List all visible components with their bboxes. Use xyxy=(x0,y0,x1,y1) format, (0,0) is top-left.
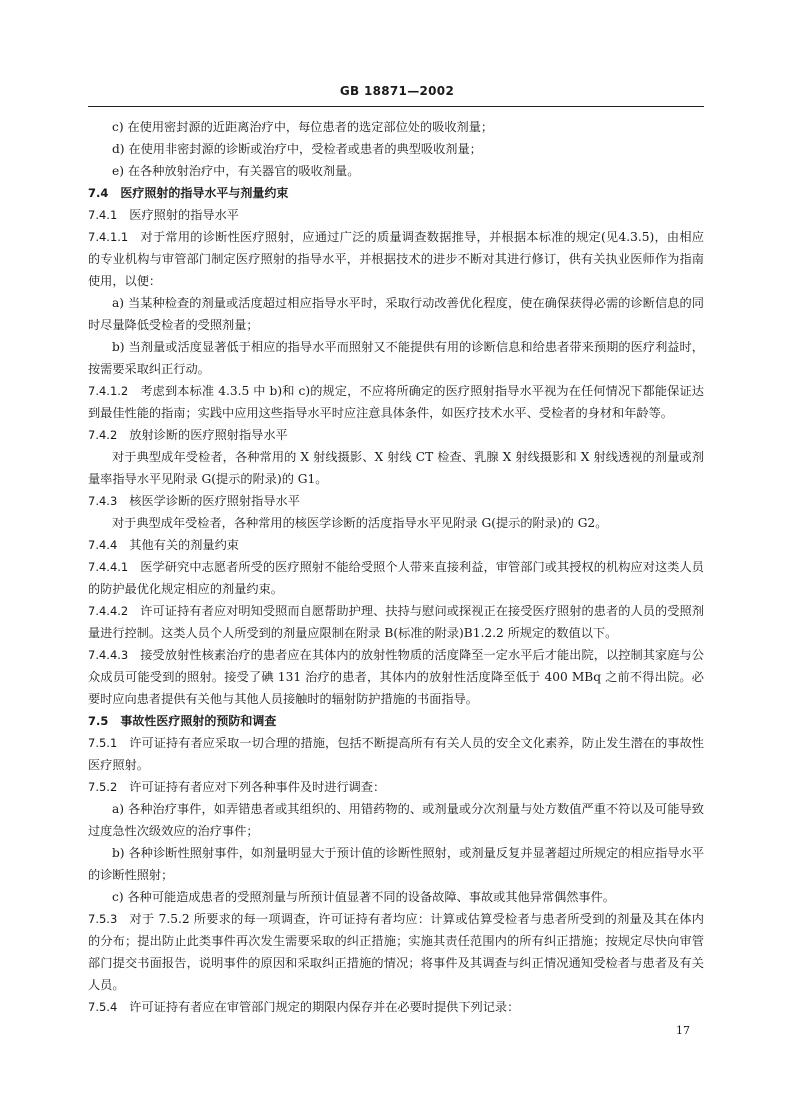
clause-paragraph xyxy=(88,908,704,996)
clause-text: 对于典型成年受检者，各种常用的核医学诊断的活度指导水平见附录 G(提示的附录)的 G2。 xyxy=(112,516,608,530)
clause-text: c) 在使用密封源的近距离治疗中，每位患者的选定部位处的吸收剂量； xyxy=(112,120,494,134)
clause-text: 许可证持有者应对明知受照而自愿帮助护理、扶持与慰问或探视正在接受医疗照射的患者的人员的受照剂量进行控制。这类人员个人所受到的剂量应限制在附录 B(标准的附录)B1.2.2 所规定的数值以下。 xyxy=(88,604,704,640)
body-paragraph xyxy=(88,336,704,380)
clause-number: 7.4.1.2 xyxy=(88,384,129,398)
clause-paragraph xyxy=(88,600,704,644)
body-paragraph xyxy=(88,798,704,842)
clause-text: 接受放射性核素治疗的患者应在其体内的放射性物质的活度降至一定水平后才能出院，以控制其家庭与公众成员可能受到的照射。接受了碘 131 治疗的患者，其体内的放射性活度降至低于 400 MBq 之前不得出院。必要时应向患者提供有关他与其他人员接触时的辐射防护措施的书面指导。 xyxy=(88,648,704,706)
clause-text: e) 在各种放射治疗中，有关器官的吸收剂量。 xyxy=(112,164,360,178)
clause-text: c) 各种可能造成患者的受照剂量与所预计值显著不同的设备故障、事故或其他异常偶然事件。 xyxy=(112,890,615,904)
clause-text: 医疗照射的指导水平 xyxy=(129,208,239,222)
clause-text: d) 在使用非密封源的诊断或治疗中，受检者或患者的典型吸收剂量； xyxy=(112,142,482,156)
clause-paragraph xyxy=(88,996,704,1018)
clause-text: 事故性医疗照射的预防和调查 xyxy=(120,714,277,728)
document-body xyxy=(88,116,704,1018)
clause-number: 7.4.4.1 xyxy=(88,560,129,574)
clause-paragraph xyxy=(88,732,704,776)
clause-number: 7.4 xyxy=(88,186,109,200)
clause-text: b) 各种诊断性照射事件，如剂量明显大于预计值的诊断性照射，或剂量反复并显著超过所规定的相应指导水平的诊断性照射； xyxy=(88,846,704,882)
subsection-heading xyxy=(88,534,704,556)
clause-number: 7.4.2 xyxy=(88,428,118,442)
clause-text: 许可证持有者应采取一切合理的措施，包括不断提高所有有关人员的安全文化素养，防止发生潜在的事故性医疗照射。 xyxy=(88,736,704,772)
body-paragraph xyxy=(88,160,704,182)
clause-text: 许可证持有者应对下列各种事件及时进行调查： xyxy=(129,780,386,794)
subsection-heading xyxy=(88,490,704,512)
clause-number: 7.4.4.3 xyxy=(88,648,129,662)
page-number: 17 xyxy=(676,1024,690,1037)
clause-text: 医学研究中志愿者所受的医疗照射不能给受照个人带来直接利益，审管部门或其授权的机构应对这类人员的防护最优化规定相应的剂量约束。 xyxy=(88,560,704,596)
clause-number: 7.5.3 xyxy=(88,912,118,926)
body-paragraph xyxy=(88,886,704,908)
clause-text: 许可证持有者应在审管部门规定的期限内保存并在必要时提供下列记录： xyxy=(129,1000,520,1014)
clause-paragraph xyxy=(88,644,704,710)
clause-text: a) 当某种检查的剂量或活度超过相应指导水平时，采取行动改善优化程度，使在确保获得必需的诊断信息的同时尽量降低受检者的受照剂量； xyxy=(88,296,704,332)
body-paragraph xyxy=(88,446,704,490)
clause-text: 其他有关的剂量约束 xyxy=(129,538,239,552)
clause-number: 7.4.4 xyxy=(88,538,118,552)
clause-text: 医疗照射的指导水平与剂量约束 xyxy=(120,186,289,200)
section-heading xyxy=(88,182,704,204)
header-rule xyxy=(88,106,704,107)
clause-number: 7.5 xyxy=(88,714,109,728)
clause-number: 7.4.1.1 xyxy=(88,230,129,244)
clause-text: 核医学诊断的医疗照射指导水平 xyxy=(129,494,300,508)
clause-number: 7.4.3 xyxy=(88,494,118,508)
subsection-heading xyxy=(88,424,704,446)
clause-text: 对于典型成年受检者，各种常用的 X 射线摄影、X 射线 CT 检查、乳腺 X 射线摄影和 X 射线透视的剂量或剂量率指导水平见附录 G(提示的附录)的 G1。 xyxy=(88,450,704,486)
body-paragraph xyxy=(88,512,704,534)
clause-paragraph xyxy=(88,556,704,600)
clause-paragraph xyxy=(88,380,704,424)
clause-text: a) 各种治疗事件，如弄错患者或其组织的、用错药物的、或剂量或分次剂量与处方数值严重不符以及可能导致过度急性次级效应的治疗事件； xyxy=(88,802,704,838)
clause-number: 7.4.4.2 xyxy=(88,604,129,618)
clause-text: 对于 7.5.2 所要求的每一项调查，许可证持有者均应：计算或估算受检者与患者所受到的剂量及其在体内的分布；提出防止此类事件再次发生需要采取的纠正措施；实施其责任范围内的所有纠正措施；按规定尽快向审管部门提交书面报告，说明事件的原因和采取纠正措施的情况；将事件及其调查与纠正情况通知受检者与患者及有关人员。 xyxy=(88,912,704,992)
section-heading xyxy=(88,710,704,732)
body-paragraph xyxy=(88,116,704,138)
clause-text: b) 当剂量或活度显著低于相应的指导水平而照射又不能提供有用的诊断信息和给患者带来预期的医疗利益时，按需要采取纠正行动。 xyxy=(88,340,704,376)
body-paragraph xyxy=(88,842,704,886)
clause-text: 对于常用的诊断性医疗照射，应通过广泛的质量调查数据推导，并根据本标准的规定(见4.3.5)，由相应的专业机构与审管部门制定医疗照射的指导水平，并根据技术的进步不断对其进行修订，供有关执业医师作为指南使用，以便： xyxy=(88,230,704,288)
clause-number: 7.5.1 xyxy=(88,736,118,750)
clause-number: 7.4.1 xyxy=(88,208,118,222)
body-paragraph xyxy=(88,138,704,160)
document-header: GB 18871—2002 xyxy=(339,84,455,98)
clause-number: 7.5.2 xyxy=(88,780,118,794)
clause-text: 考虑到本标准 4.3.5 中 b)和 c)的规定，不应将所确定的医疗照射指导水平视为在任何情况下都能保证达到最佳性能的指南；实践中应用这些指导水平时应注意具体条件，如医疗技术水平、受检者的身材和年龄等。 xyxy=(88,384,704,420)
clause-number: 7.5.4 xyxy=(88,1000,118,1014)
body-paragraph xyxy=(88,292,704,336)
clause-text: 放射诊断的医疗照射指导水平 xyxy=(129,428,288,442)
clause-paragraph xyxy=(88,226,704,292)
subsection-heading xyxy=(88,204,704,226)
clause-paragraph xyxy=(88,776,704,798)
